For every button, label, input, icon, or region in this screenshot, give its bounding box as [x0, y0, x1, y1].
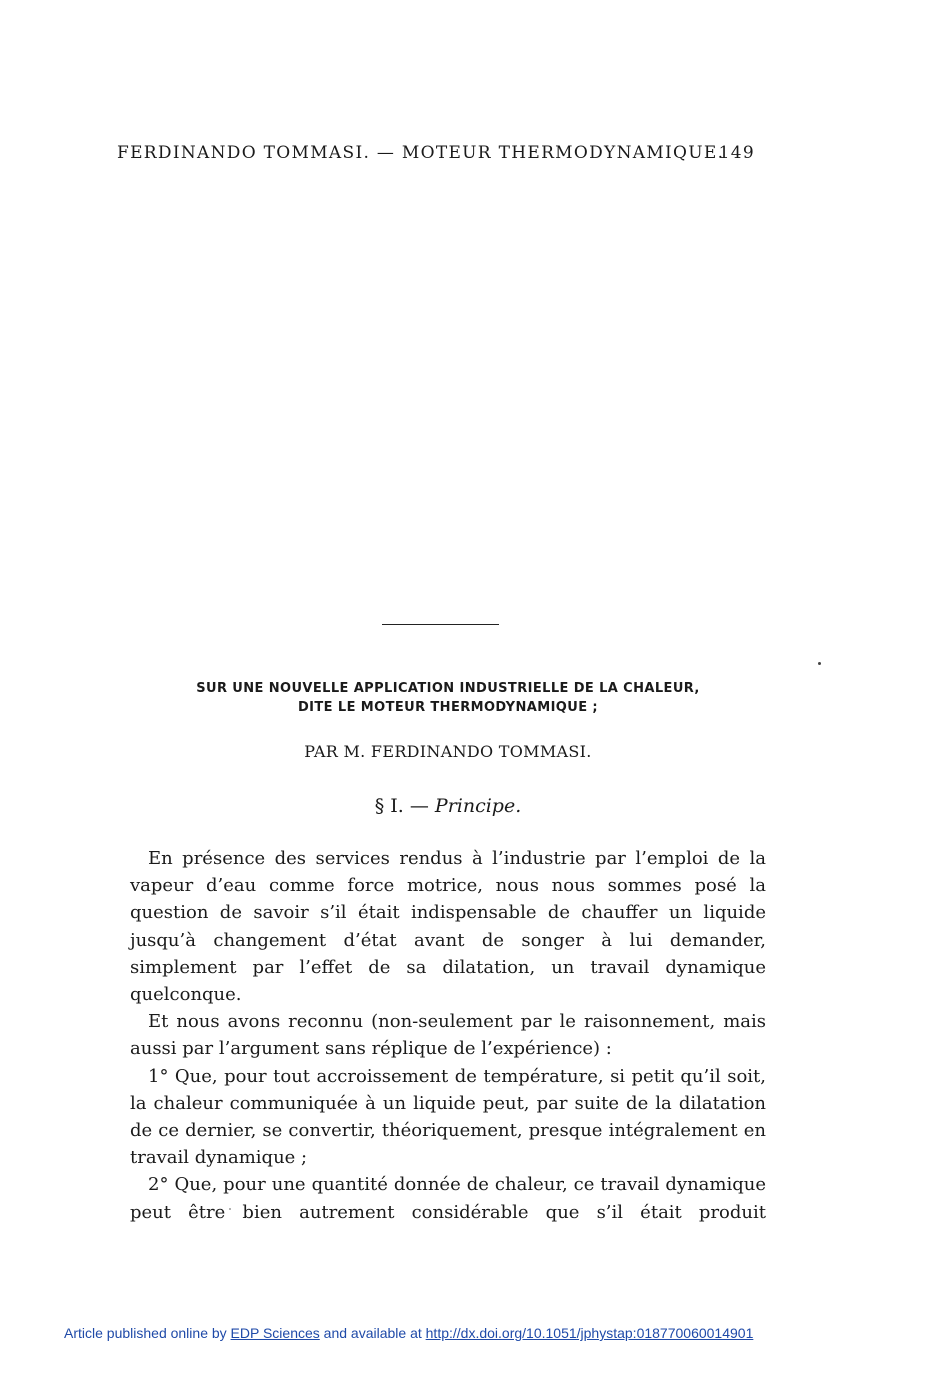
section-heading: [130, 795, 766, 817]
paragraph: Et nous avons reconnu (non-seulement par le raisonnement, mais aussi par l’argument sans réplique de l’expérience) :: [130, 1011, 766, 1060]
page-number: 149: [718, 143, 755, 163]
separator-rule: [382, 624, 499, 625]
author-byline: PAR M. FERDINANDO TOMMASI.: [304, 742, 592, 761]
scan-speck: [818, 662, 821, 665]
publisher-link[interactable]: EDP Sciences: [230, 1325, 320, 1341]
paragraph: 2° Que, pour une quantité donnée de chaleur, ce travail dynamique peut être bien autrement considérable que s’il était produit: [130, 1174, 766, 1223]
paragraph: 1° Que, pour tout accroissement de température, si petit qu’il soit, la chaleur communiquée à un liquide peut, par suite de la dilatation de ce dernier, se convertir, théoriquement, presque intégralement en travail dynamique ;: [130, 1065, 766, 1169]
article-title-line: DITE LE MOTEUR THERMODYNAMIQUE ;: [297, 700, 599, 715]
footer-prefix: Article published online by: [64, 1325, 231, 1341]
section-number: § I. —: [374, 795, 429, 817]
paragraph: En présence des services rendus à l’industrie par l’emploi de la vapeur d’eau comme force motrice, nous nous sommes posé la question de savoir s’il était indispensable de chauffer un liquide jusqu’à changement d’état avant de songer à lui demander, simplement par l’effet de sa dilatation, un travail dynamique quelconque.: [130, 848, 766, 1006]
footer-middle: and available at: [319, 1325, 426, 1341]
article-title: [130, 679, 766, 717]
running-head-title: FERDINANDO TOMMASI. — MOTEUR THERMODYNAMIQUE.: [117, 143, 725, 163]
body-text: [130, 845, 766, 1226]
section-title: Principe.: [434, 795, 522, 817]
publication-footer: [64, 1325, 753, 1341]
doi-link[interactable]: http://dx.doi.org/10.1051/jphystap:018770060014901: [425, 1325, 754, 1341]
article-title-line: SUR UNE NOUVELLE APPLICATION INDUSTRIELLE DE LA CHALEUR,: [196, 681, 700, 696]
